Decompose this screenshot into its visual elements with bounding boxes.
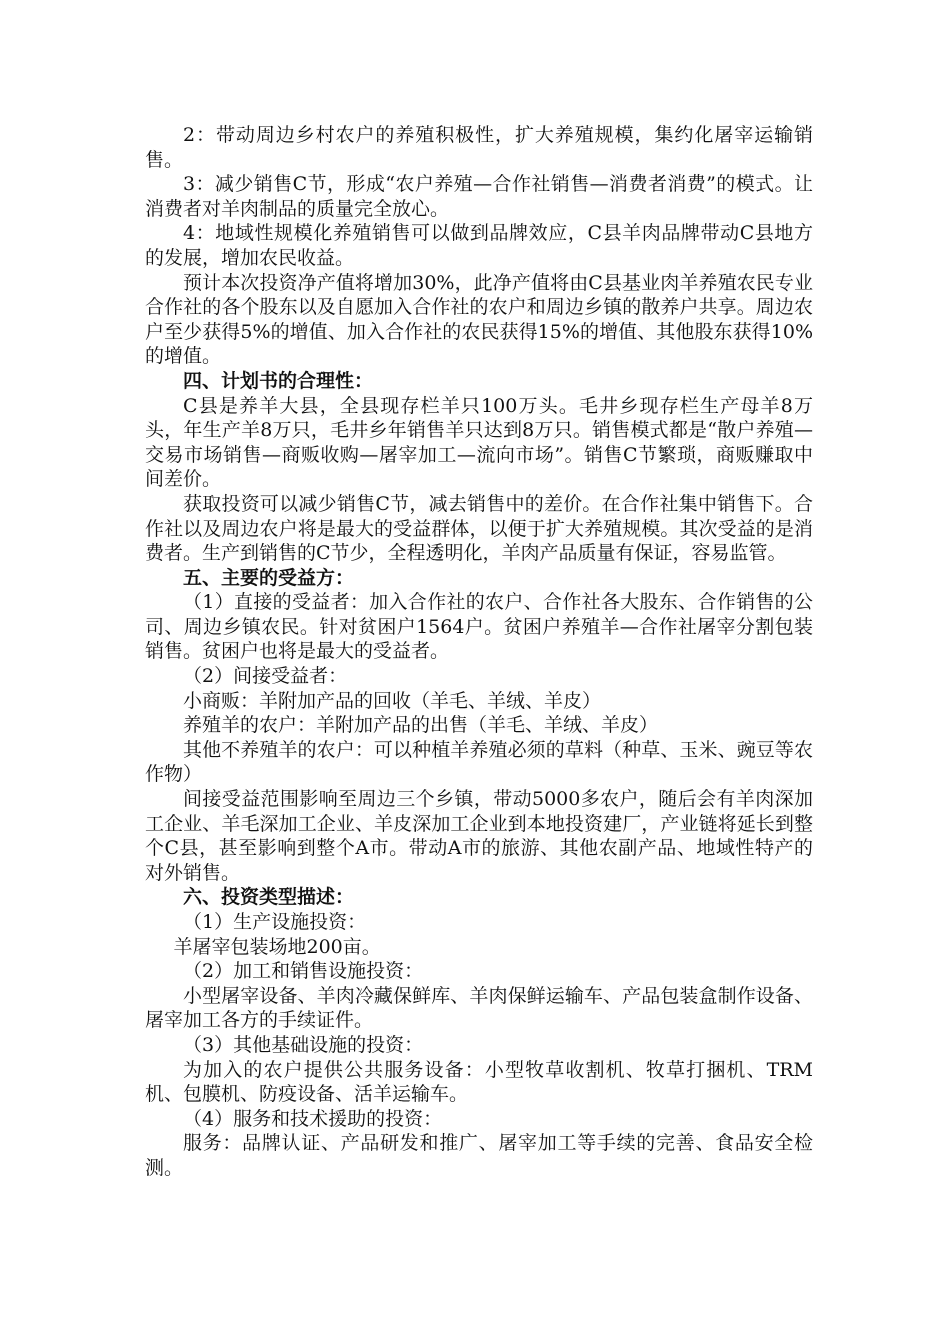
- paragraph-production-facilities: （1）生产设施投资：: [183, 911, 367, 933]
- heading-rationality: 四、计划书的合理性：: [183, 369, 374, 392]
- paragraph-other-farmers: 其他不养殖羊的农户：可以种植羊养殖必须的草料（种草、玉米、豌豆等农作物）: [145, 738, 813, 786]
- paragraph-small-vendors: 小商贩：羊附加产品的回收（羊毛、羊绒、羊皮）: [183, 689, 602, 712]
- paragraph-county-overview: C县是养羊大县，全县现存栏羊只100万头。毛井乡现存栏生产母羊8万头，年生产羊8万只，毛井乡年销售羊只达到8万只。销售模式都是“散户养殖—交易市场销售—商贩收购—屠宰加工—流向市场”。销售C节繁琐，商贩赚取中间差价。: [145, 394, 813, 491]
- paragraph-sheep-farmers: 养殖羊的农户：羊附加产品的出售（羊毛、羊绒、羊皮）: [183, 714, 659, 737]
- paragraph-benefit-4: 4：地域性规模化养殖销售可以做到品牌效应，C县羊肉品牌带动C县地方的发展，增加农民收益。: [145, 222, 813, 269]
- paragraph-benefit-3: 3：减少销售C节，形成“农户养殖—合作社销售—消费者消费”的模式。让消费者对羊肉制品的质量完全放心。: [145, 173, 813, 220]
- paragraph-processing-facilities: （2）加工和销售设施投资：: [183, 960, 424, 983]
- paragraph-benefit-2: 2：带动周边乡村农户的养殖积极性，扩大养殖规模，集约化屠宰运输销售。: [145, 124, 813, 171]
- paragraph-site-area: 羊屠宰包装场地200亩。: [173, 935, 381, 958]
- paragraph-services: 服务：品牌认证、产品研发和推广、屠宰加工等手续的完善、食品安全检测。: [145, 1132, 813, 1179]
- paragraph-indirect-range: 间接受益范围影响至周边三个乡镇，带动5000多农户，随后会有羊肉深加工企业、羊毛深加工企业、羊皮深加工企业到本地投资建厂，产业链将延长到整个C县，甚至影响到整个A市。带动A市的旅游、其他农副产品、地域性特产的对外销售。: [145, 788, 813, 884]
- heading-beneficiaries: 五、主要的受益方：: [183, 566, 355, 589]
- paragraph-other-infrastructure: （3）其他基础设施的投资：: [183, 1033, 424, 1056]
- paragraph-processing-items: 小型屠宰设备、羊肉冷藏保鲜库、羊肉保鲜运输车、产品包装盒制作设备、屠宰加工各方的手续证件。: [145, 984, 813, 1032]
- heading-investment-types: 六、投资类型描述：: [183, 886, 355, 909]
- document-body: [145, 123, 813, 1181]
- paragraph-service-assistance: （4）服务和技术援助的投资：: [183, 1107, 443, 1130]
- paragraph-net-value: 预计本次投资净产值将增加30%，此净产值将由C县基业肉羊养殖农民专业合作社的各个股东以及自愿加入合作社的农户和周边乡镇的散养户共享。周边农户至少获得5%的增值、加入合作社的农民获得15%的增值、其他股东获得10%的增值。: [145, 271, 813, 368]
- paragraph-direct-beneficiaries: （1）直接的受益者：加入合作社的农户、合作社各大股东、合作销售的公司、周边乡镇农民。针对贫困户1564户。贫困户养殖羊—合作社屠宰分割包装销售。贫困户也将是最大的受益者。: [145, 591, 813, 663]
- paragraph-public-equipment: 为加入的农户提供公共服务设备：小型牧草收割机、牧草打捆机、TRM机、包膜机、防疫设备、活羊运输车。: [145, 1058, 813, 1106]
- paragraph-investment-effect: 获取投资可以减少销售C节，减去销售中的差价。在合作社集中销售下。合作社以及周边农户将是最大的受益群体，以便于扩大养殖规模。其次受益的是消费者。生产到销售的C节少，全程透明化，羊肉产品质量有保证，容易监管。: [145, 492, 813, 565]
- paragraph-indirect-title: （2）间接受益者：: [183, 665, 348, 688]
